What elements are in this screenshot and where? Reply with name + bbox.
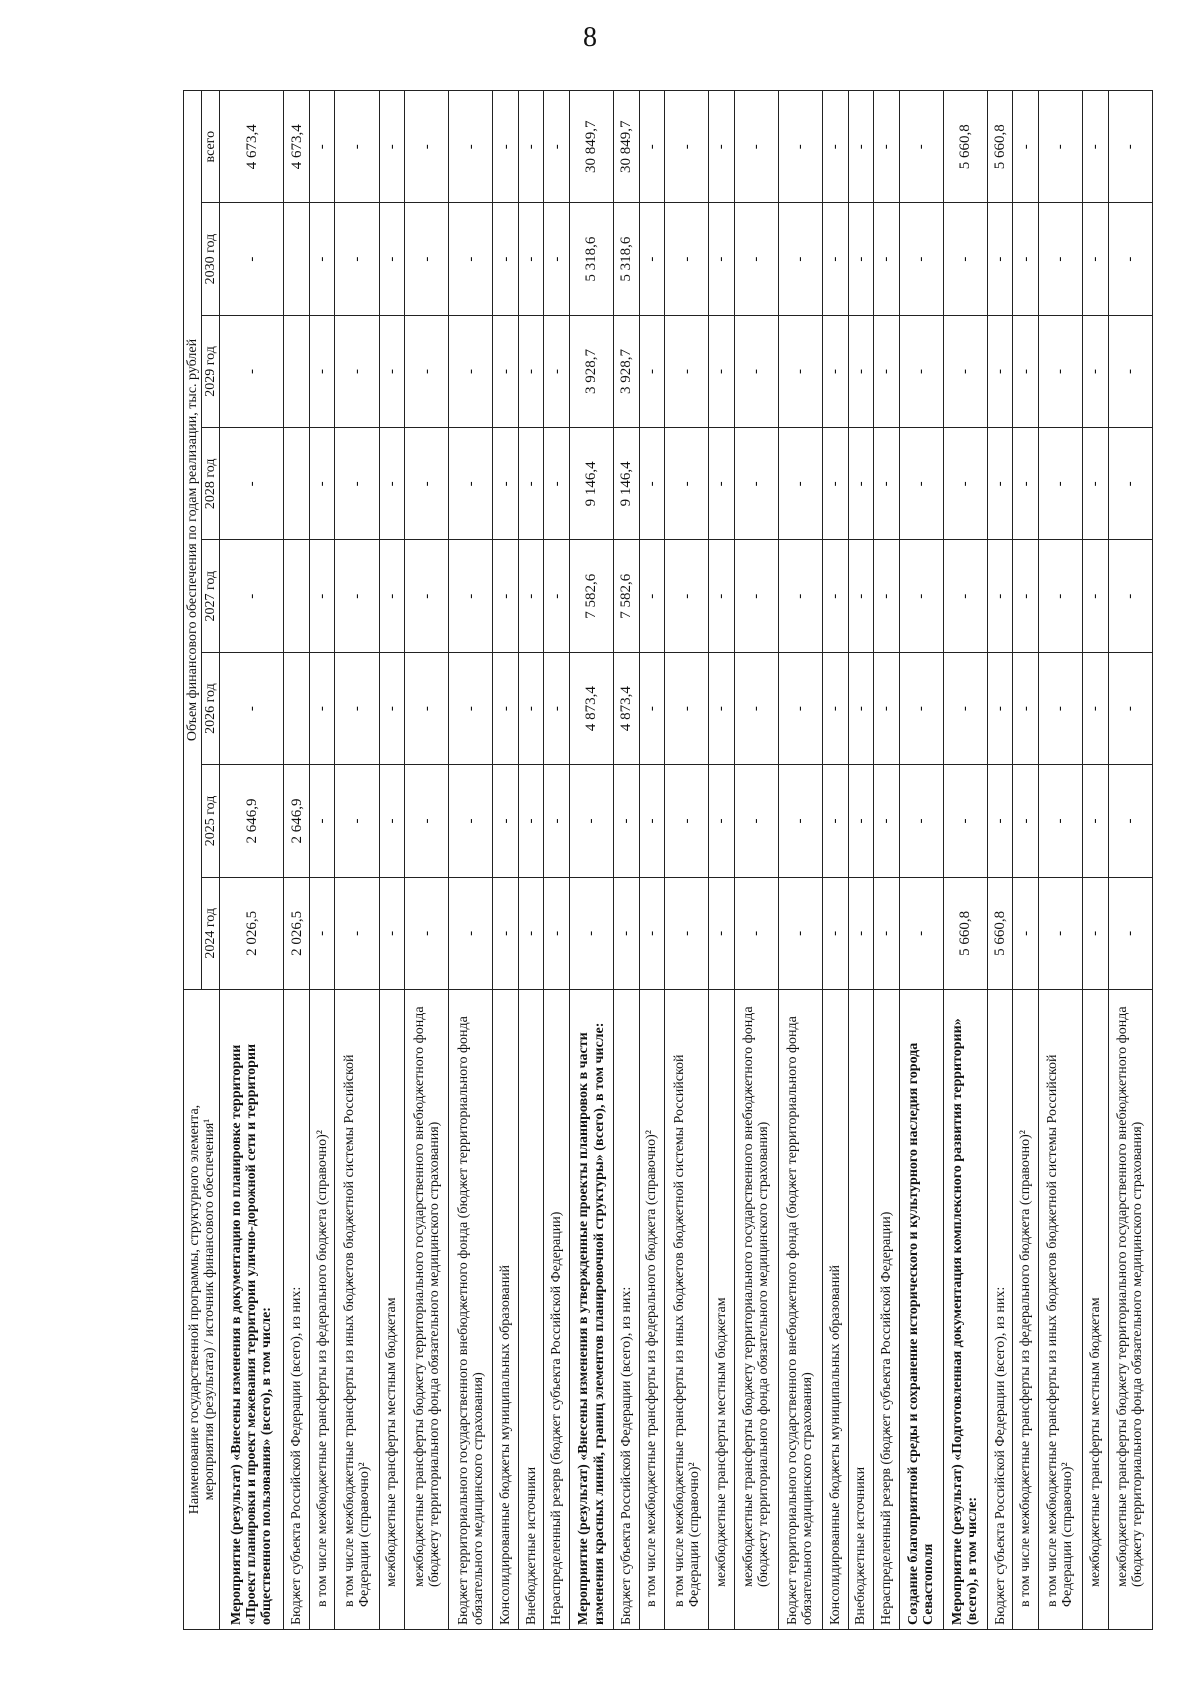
table-row: [848, 91, 874, 1630]
value-cell: -: [639, 877, 665, 989]
value-cell: -: [309, 765, 335, 877]
value-cell: -: [778, 428, 822, 540]
value-cell: -: [874, 877, 900, 989]
row-name-cell: межбюджетные трансферты бюджету территориального государственного внебюджетного фонда (бюджету территориального фонда обязательного медицинского страхования): [405, 990, 449, 1630]
row-name-cell: Нераспределенный резерв (бюджет субъекта Российской Федерации): [874, 990, 900, 1630]
value-cell: -: [848, 315, 874, 427]
table-row: [544, 91, 570, 1630]
value-cell: -: [335, 765, 379, 877]
value-cell: -: [823, 540, 849, 652]
value-cell: 4 873,4: [614, 652, 640, 764]
value-cell: -: [1013, 315, 1039, 427]
value-cell: -: [823, 203, 849, 315]
value-cell: -: [734, 91, 778, 203]
value-cell: -: [1013, 765, 1039, 877]
value-cell: -: [848, 877, 874, 989]
value-cell: -: [1108, 652, 1152, 764]
value-cell: 4 673,4: [220, 91, 284, 203]
value-cell: -: [709, 428, 735, 540]
rotated-table-wrapper: [183, 90, 1153, 1630]
header-year: 2028 год: [202, 428, 220, 540]
table-row: [284, 91, 310, 1630]
header-year: 2027 год: [202, 540, 220, 652]
value-cell: -: [309, 428, 335, 540]
value-cell: -: [309, 540, 335, 652]
table-row: [874, 91, 900, 1630]
value-cell: -: [943, 203, 987, 315]
value-cell: -: [874, 203, 900, 315]
value-cell: -: [449, 91, 493, 203]
value-cell: -: [335, 91, 379, 203]
value-cell: -: [518, 315, 544, 427]
value-cell: -: [1013, 877, 1039, 989]
header-name-line2: мероприятия (результата) / источник финансового обеспечения¹: [201, 1118, 217, 1501]
value-cell: 4 673,4: [284, 91, 310, 203]
value-cell: -: [899, 877, 943, 989]
value-cell: -: [987, 765, 1013, 877]
value-cell: -: [639, 315, 665, 427]
value-cell: -: [220, 428, 284, 540]
value-cell: -: [518, 652, 544, 764]
table-row: [1013, 91, 1039, 1630]
table-row: [405, 91, 449, 1630]
value-cell: -: [1013, 540, 1039, 652]
value-cell: -: [493, 540, 519, 652]
row-name-cell: Внебюджетные источники: [518, 990, 544, 1630]
value-cell: -: [874, 652, 900, 764]
value-cell: 30 849,7: [569, 91, 613, 203]
table-row: [1108, 91, 1152, 1630]
value-cell: -: [943, 428, 987, 540]
value-cell: -: [449, 652, 493, 764]
value-cell: -: [1083, 428, 1109, 540]
table-row: [665, 91, 709, 1630]
value-cell: -: [874, 540, 900, 652]
value-cell: -: [614, 765, 640, 877]
value-cell: -: [1083, 765, 1109, 877]
value-cell: -: [379, 315, 405, 427]
value-cell: -: [665, 877, 709, 989]
value-cell: -: [823, 428, 849, 540]
header-total: всего: [202, 91, 220, 203]
header-year: 2029 год: [202, 315, 220, 427]
value-cell: -: [220, 652, 284, 764]
row-name-cell: Мероприятие (результат) «Внесены изменения в утвержденные проекты планировок в части изменения красных линий, границ элементов планировочной структуры» (всего), в том числе:: [569, 990, 613, 1630]
value-cell: -: [848, 540, 874, 652]
table-row: [449, 91, 493, 1630]
value-cell: -: [639, 540, 665, 652]
row-name-cell: в том числе межбюджетные трансферты из федерального бюджета (справочно)²: [1013, 990, 1039, 1630]
value-cell: -: [405, 765, 449, 877]
value-cell: -: [379, 540, 405, 652]
value-cell: -: [987, 540, 1013, 652]
value-cell: [284, 540, 310, 652]
value-cell: -: [734, 765, 778, 877]
table-row: [823, 91, 849, 1630]
row-name-cell: в том числе межбюджетные трансферты из иных бюджетов бюджетной системы Российской Федерации (справочно)²: [335, 990, 379, 1630]
value-cell: -: [614, 877, 640, 989]
row-name-cell: межбюджетные трансферты местным бюджетам: [709, 990, 735, 1630]
value-cell: -: [987, 315, 1013, 427]
value-cell: -: [639, 428, 665, 540]
value-cell: -: [1038, 203, 1082, 315]
value-cell: -: [665, 203, 709, 315]
value-cell: -: [1038, 652, 1082, 764]
value-cell: -: [493, 91, 519, 203]
value-cell: -: [665, 652, 709, 764]
value-cell: 5 660,8: [943, 91, 987, 203]
value-cell: -: [544, 315, 570, 427]
table-row: [569, 91, 613, 1630]
value-cell: -: [899, 315, 943, 427]
value-cell: -: [449, 315, 493, 427]
value-cell: -: [639, 203, 665, 315]
value-cell: -: [1083, 540, 1109, 652]
value-cell: -: [544, 203, 570, 315]
table-row: [379, 91, 405, 1630]
value-cell: -: [943, 540, 987, 652]
value-cell: -: [335, 315, 379, 427]
value-cell: -: [734, 652, 778, 764]
value-cell: -: [778, 315, 822, 427]
value-cell: -: [987, 652, 1013, 764]
value-cell: -: [1108, 203, 1152, 315]
value-cell: -: [569, 877, 613, 989]
row-name-cell: в том числе межбюджетные трансферты из иных бюджетов бюджетной системы Российской Федерации (справочно)²: [665, 990, 709, 1630]
row-name-cell: Создание благоприятной среды и сохранение исторического и культурного наследия города Севастополя: [899, 990, 943, 1630]
value-cell: -: [899, 428, 943, 540]
row-name-cell: Внебюджетные источники: [848, 990, 874, 1630]
page-number: 8: [583, 22, 597, 53]
value-cell: -: [874, 428, 900, 540]
value-cell: -: [335, 877, 379, 989]
value-cell: -: [309, 91, 335, 203]
value-cell: -: [778, 203, 822, 315]
value-cell: -: [848, 765, 874, 877]
row-name-cell: межбюджетные трансферты бюджету территориального государственного внебюджетного фонда (бюджету территориального фонда обязательного медицинского страхования): [734, 990, 778, 1630]
value-cell: -: [848, 203, 874, 315]
value-cell: -: [493, 877, 519, 989]
value-cell: -: [665, 428, 709, 540]
value-cell: 2 026,5: [284, 877, 310, 989]
value-cell: -: [449, 428, 493, 540]
value-cell: -: [405, 315, 449, 427]
value-cell: 4 873,4: [569, 652, 613, 764]
value-cell: -: [709, 652, 735, 764]
value-cell: -: [335, 652, 379, 764]
value-cell: -: [544, 428, 570, 540]
value-cell: -: [943, 765, 987, 877]
value-cell: -: [848, 428, 874, 540]
value-cell: -: [943, 652, 987, 764]
value-cell: -: [518, 877, 544, 989]
value-cell: -: [544, 540, 570, 652]
value-cell: 9 146,4: [614, 428, 640, 540]
value-cell: -: [379, 652, 405, 764]
value-cell: -: [1083, 91, 1109, 203]
value-cell: -: [493, 315, 519, 427]
value-cell: -: [874, 765, 900, 877]
row-name-cell: в том числе межбюджетные трансферты из федерального бюджета (справочно)²: [639, 990, 665, 1630]
value-cell: -: [309, 315, 335, 427]
value-cell: -: [1013, 428, 1039, 540]
value-cell: -: [1013, 91, 1039, 203]
value-cell: -: [778, 652, 822, 764]
value-cell: -: [899, 765, 943, 877]
value-cell: -: [734, 428, 778, 540]
value-cell: -: [734, 315, 778, 427]
value-cell: -: [899, 203, 943, 315]
value-cell: -: [518, 540, 544, 652]
value-cell: -: [493, 203, 519, 315]
table-row: [614, 91, 640, 1630]
value-cell: -: [709, 877, 735, 989]
value-cell: 30 849,7: [614, 91, 640, 203]
value-cell: -: [405, 652, 449, 764]
value-cell: -: [778, 877, 822, 989]
value-cell: -: [1083, 203, 1109, 315]
table-body: [220, 91, 1153, 1630]
row-name-cell: Бюджет субъекта Российской Федерации (всего), из них:: [987, 990, 1013, 1630]
row-name-cell: Бюджет субъекта Российской Федерации (всего), из них:: [284, 990, 310, 1630]
row-name-cell: Бюджет территориального государственного внебюджетного фонда (бюджет территориального фонда обязательного медицинского страхования): [449, 990, 493, 1630]
value-cell: -: [379, 91, 405, 203]
value-cell: -: [220, 203, 284, 315]
table-row: [493, 91, 519, 1630]
value-cell: 5 660,8: [987, 877, 1013, 989]
value-cell: [284, 203, 310, 315]
value-cell: -: [405, 540, 449, 652]
value-cell: -: [518, 91, 544, 203]
value-cell: -: [778, 91, 822, 203]
value-cell: -: [405, 203, 449, 315]
row-name-cell: межбюджетные трансферты местным бюджетам: [1083, 990, 1109, 1630]
table-row: [709, 91, 735, 1630]
value-cell: 7 582,6: [614, 540, 640, 652]
value-cell: -: [544, 652, 570, 764]
value-cell: -: [220, 540, 284, 652]
value-cell: 2 646,9: [284, 765, 310, 877]
row-name-cell: межбюджетные трансферты местным бюджетам: [379, 990, 405, 1630]
value-cell: -: [1038, 315, 1082, 427]
value-cell: -: [987, 203, 1013, 315]
value-cell: -: [379, 877, 405, 989]
value-cell: -: [665, 315, 709, 427]
value-cell: -: [987, 428, 1013, 540]
header-year: 2024 год: [202, 877, 220, 989]
row-name-cell: межбюджетные трансферты бюджету территориального государственного внебюджетного фонда (бюджету территориального фонда обязательного медицинского страхования): [1108, 990, 1152, 1630]
value-cell: -: [823, 877, 849, 989]
value-cell: -: [335, 540, 379, 652]
value-cell: -: [874, 91, 900, 203]
value-cell: -: [449, 877, 493, 989]
header-name-cell: [184, 990, 220, 1630]
value-cell: -: [379, 428, 405, 540]
value-cell: 5 660,8: [987, 91, 1013, 203]
value-cell: -: [544, 91, 570, 203]
value-cell: -: [544, 877, 570, 989]
value-cell: -: [665, 91, 709, 203]
financing-table: [183, 90, 1153, 1630]
table-row: [518, 91, 544, 1630]
value-cell: 2 646,9: [220, 765, 284, 877]
header-year: 2026 год: [202, 652, 220, 764]
value-cell: -: [709, 315, 735, 427]
value-cell: -: [709, 540, 735, 652]
value-cell: -: [709, 203, 735, 315]
value-cell: -: [1013, 652, 1039, 764]
table-row: [309, 91, 335, 1630]
value-cell: 2 026,5: [220, 877, 284, 989]
value-cell: -: [335, 428, 379, 540]
value-cell: -: [734, 877, 778, 989]
value-cell: -: [1083, 315, 1109, 427]
value-cell: 3 928,7: [569, 315, 613, 427]
value-cell: 5 318,6: [569, 203, 613, 315]
value-cell: -: [309, 203, 335, 315]
value-cell: -: [1083, 877, 1109, 989]
header-name-line1: Наименование государственной программы, структурного элемента,: [186, 1104, 202, 1515]
value-cell: -: [518, 203, 544, 315]
value-cell: -: [639, 765, 665, 877]
value-cell: -: [1108, 315, 1152, 427]
value-cell: -: [493, 428, 519, 540]
value-cell: -: [1108, 428, 1152, 540]
value-cell: -: [943, 315, 987, 427]
value-cell: 5 318,6: [614, 203, 640, 315]
value-cell: -: [309, 877, 335, 989]
table-row: [778, 91, 822, 1630]
value-cell: -: [1108, 877, 1152, 989]
value-cell: [284, 315, 310, 427]
value-cell: -: [518, 765, 544, 877]
value-cell: -: [405, 877, 449, 989]
value-cell: -: [1038, 765, 1082, 877]
value-cell: -: [493, 765, 519, 877]
value-cell: -: [734, 540, 778, 652]
value-cell: -: [1038, 540, 1082, 652]
value-cell: -: [734, 203, 778, 315]
table-row: [899, 91, 943, 1630]
value-cell: -: [1108, 91, 1152, 203]
value-cell: -: [778, 765, 822, 877]
row-name-cell: Консолидированные бюджеты муниципальных образований: [493, 990, 519, 1630]
value-cell: -: [848, 91, 874, 203]
value-cell: -: [1038, 91, 1082, 203]
header-group: Объем финансового обеспечения по годам реализации, тыс. рублей: [184, 91, 202, 990]
value-cell: -: [569, 765, 613, 877]
value-cell: -: [1083, 652, 1109, 764]
value-cell: -: [823, 765, 849, 877]
value-cell: -: [405, 428, 449, 540]
value-cell: 5 660,8: [943, 877, 987, 989]
value-cell: -: [449, 765, 493, 877]
value-cell: -: [379, 765, 405, 877]
value-cell: 7 582,6: [569, 540, 613, 652]
value-cell: -: [449, 203, 493, 315]
row-name-cell: Мероприятие (результат) «Внесены изменения в документацию по планировке территории «Проект планировки и проект межевания территории улично-дорожной сети и территории общественного пользования» (всего), в том числе:: [220, 990, 284, 1630]
value-cell: [284, 428, 310, 540]
value-cell: -: [405, 91, 449, 203]
value-cell: -: [518, 428, 544, 540]
table-row: [335, 91, 379, 1630]
value-cell: -: [899, 91, 943, 203]
value-cell: -: [449, 540, 493, 652]
table-row: [639, 91, 665, 1630]
value-cell: -: [1038, 877, 1082, 989]
value-cell: -: [1013, 203, 1039, 315]
value-cell: -: [493, 652, 519, 764]
value-cell: -: [899, 652, 943, 764]
value-cell: [284, 652, 310, 764]
table-row: [987, 91, 1013, 1630]
value-cell: -: [823, 652, 849, 764]
header-year: 2025 год: [202, 765, 220, 877]
row-name-cell: в том числе межбюджетные трансферты из федерального бюджета (справочно)²: [309, 990, 335, 1630]
row-name-cell: Бюджет территориального государственного внебюджетного фонда (бюджет территориального фонда обязательного медицинского страхования): [778, 990, 822, 1630]
table-row: [734, 91, 778, 1630]
table-header-row: [184, 91, 202, 1630]
value-cell: -: [639, 91, 665, 203]
value-cell: -: [1038, 428, 1082, 540]
value-cell: -: [1108, 540, 1152, 652]
table-row: [1083, 91, 1109, 1630]
value-cell: -: [823, 315, 849, 427]
value-cell: 9 146,4: [569, 428, 613, 540]
value-cell: -: [379, 203, 405, 315]
value-cell: -: [544, 765, 570, 877]
value-cell: -: [848, 652, 874, 764]
value-cell: -: [709, 91, 735, 203]
value-cell: -: [899, 540, 943, 652]
value-cell: -: [823, 91, 849, 203]
value-cell: -: [709, 765, 735, 877]
value-cell: -: [220, 315, 284, 427]
row-name-cell: Мероприятие (результат) «Подготовленная документация комплексного развития территории» (всего), в том числе:: [943, 990, 987, 1630]
value-cell: -: [639, 652, 665, 764]
value-cell: 3 928,7: [614, 315, 640, 427]
value-cell: -: [665, 765, 709, 877]
value-cell: -: [665, 540, 709, 652]
value-cell: -: [1108, 765, 1152, 877]
table-row: [1038, 91, 1082, 1630]
value-cell: -: [335, 203, 379, 315]
header-year: 2030 год: [202, 203, 220, 315]
value-cell: -: [778, 540, 822, 652]
row-name-cell: Консолидированные бюджеты муниципальных образований: [823, 990, 849, 1630]
table-row: [220, 91, 284, 1630]
row-name-cell: в том числе межбюджетные трансферты из иных бюджетов бюджетной системы Российской Федерации (справочно)²: [1038, 990, 1082, 1630]
value-cell: -: [309, 652, 335, 764]
row-name-cell: Нераспределенный резерв (бюджет субъекта Российской Федерации): [544, 990, 570, 1630]
row-name-cell: Бюджет субъекта Российской Федерации (всего), из них:: [614, 990, 640, 1630]
value-cell: -: [874, 315, 900, 427]
table-row: [943, 91, 987, 1630]
